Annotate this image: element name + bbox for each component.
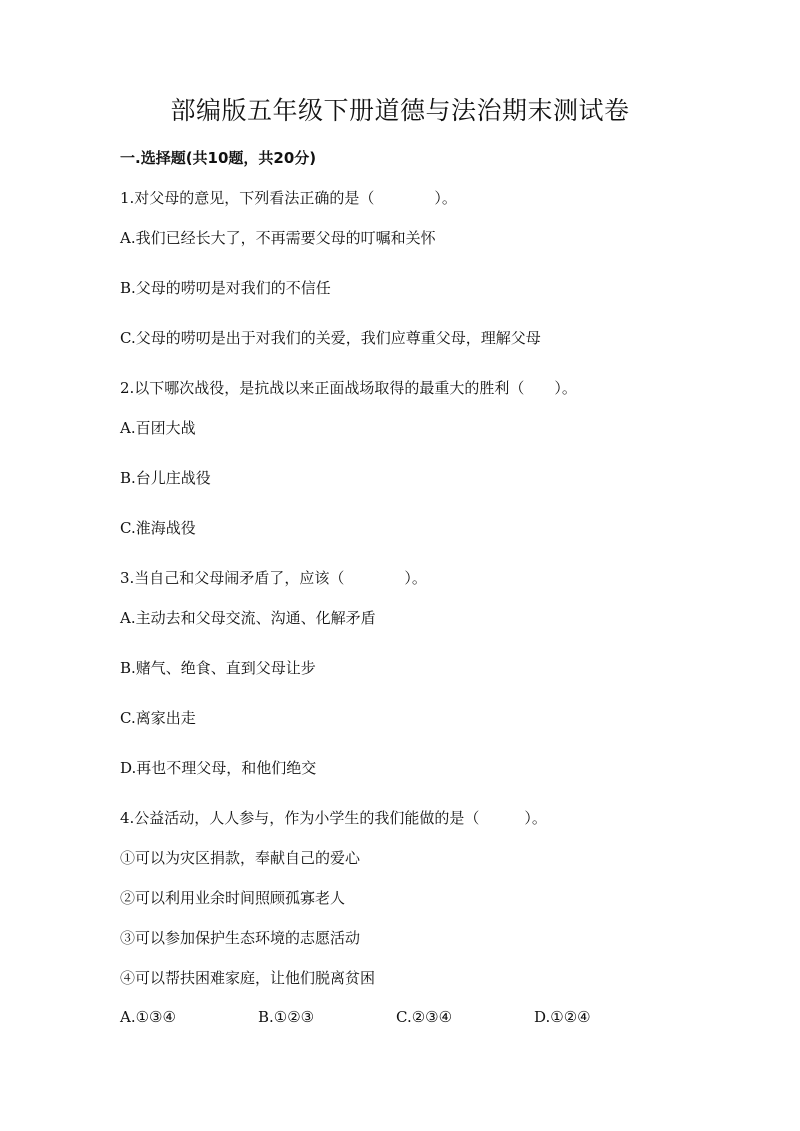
question-2-option-b: B.台儿庄战役 [120, 469, 211, 487]
question-4-statement-3: ③可以参加保护生态环境的志愿活动 [120, 929, 361, 947]
question-4-statement-2: ②可以利用业余时间照顾孤寡老人 [120, 889, 346, 907]
question-1-option-b: B.父母的唠叨是对我们的不信任 [120, 279, 331, 297]
question-2-stem: 2.以下哪次战役，是抗战以来正面战场取得的最重大的胜利（ ）。 [120, 379, 577, 397]
question-1-stem: 1.对父母的意见，下列看法正确的是（ ）。 [120, 189, 457, 207]
question-4-choice-d: D.①②④ [534, 1008, 591, 1026]
section-heading: 一.选择题(共10题，共20分) [120, 149, 317, 167]
question-2-option-a: A.百团大战 [120, 419, 196, 437]
question-3-stem: 3.当自己和父母闹矛盾了，应该（ ）。 [120, 569, 427, 587]
question-4-statement-4: ④可以帮扶困难家庭，让他们脱离贫困 [120, 969, 376, 987]
question-3-option-a: A.主动去和父母交流、沟通、化解矛盾 [120, 609, 376, 627]
question-1-option-a: A.我们已经长大了，不再需要父母的叮嘱和关怀 [120, 229, 436, 247]
question-4-choice-b: B.①②③ [258, 1008, 315, 1026]
question-4-choice-c: C.②③④ [396, 1008, 453, 1026]
page-title: 部编版五年级下册道德与法治期末测试卷 [170, 96, 630, 125]
question-4-statement-1: ①可以为灾区捐款，奉献自己的爱心 [120, 849, 361, 867]
question-4-stem: 4.公益活动，人人参与，作为小学生的我们能做的是（ ）。 [120, 809, 547, 827]
question-2-option-c: C.淮海战役 [120, 519, 196, 537]
question-4-choice-a: A.①③④ [120, 1008, 176, 1026]
question-1-option-c: C.父母的唠叨是出于对我们的关爱，我们应尊重父母，理解父母 [120, 329, 541, 347]
question-3-option-c: C.离家出走 [120, 709, 196, 727]
question-3-option-b: B.赌气、绝食、直到父母让步 [120, 659, 316, 677]
question-4-choices [120, 1007, 640, 1029]
question-3-option-d: D.再也不理父母，和他们绝交 [120, 759, 317, 777]
